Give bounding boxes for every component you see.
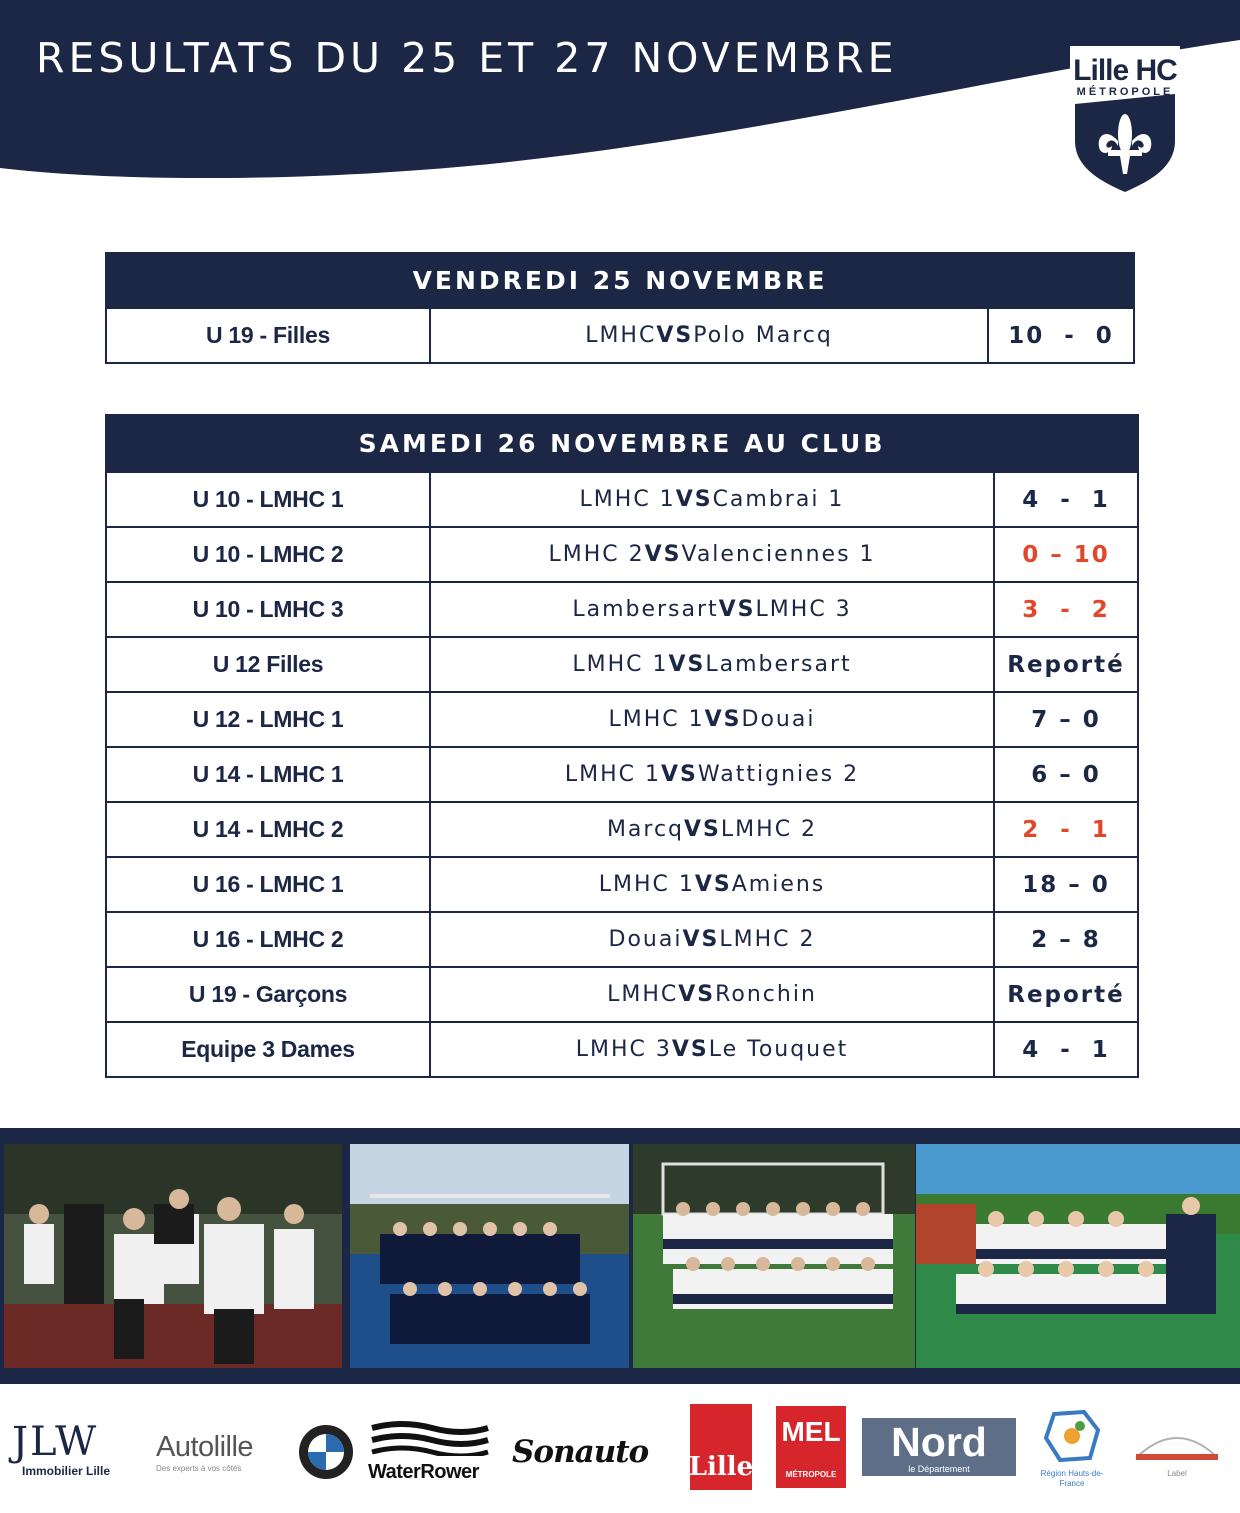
home-team: LMHC [585, 323, 657, 348]
friday-results-table [105, 252, 1135, 364]
home-team: LMHC 1 [598, 872, 695, 897]
home-team: LMHC 1 [608, 707, 705, 732]
table-row [107, 911, 1137, 966]
home-team: LMHC 1 [572, 652, 669, 677]
sponsor-bmw [298, 1424, 354, 1480]
home-team: Douai [608, 927, 683, 952]
away-team: Valenciennes 1 [681, 542, 876, 567]
away-team: Ronchin [715, 982, 817, 1007]
sponsor-autolille [156, 1430, 288, 1480]
region-map-icon [1040, 1408, 1104, 1464]
table-row [107, 307, 1133, 362]
vs-label: VS [644, 542, 682, 567]
table-row [107, 856, 1137, 911]
team-cell: U 12 - LMHC 1 [107, 693, 431, 746]
vs-label: VS [684, 817, 721, 842]
sponsors-bar [0, 1384, 1240, 1513]
match-cell [431, 913, 995, 966]
table-row [107, 636, 1137, 691]
saturday-heading: SAMEDI 26 NOVEMBRE AU CLUB [107, 416, 1137, 471]
waterrower-name: WaterRower [368, 1461, 479, 1483]
score-cell: 6 – 0 [1031, 761, 1101, 788]
table-row [107, 526, 1137, 581]
club-logo [1060, 46, 1190, 198]
away-team: Douai [741, 707, 816, 732]
table-row [107, 746, 1137, 801]
vs-label: VS [694, 872, 732, 897]
match-cell [431, 583, 995, 636]
jlw-mark: JLW [12, 1419, 99, 1465]
table-row [107, 1021, 1137, 1076]
score-cell: Reporté [1007, 981, 1125, 1008]
match-cell [431, 803, 995, 856]
sponsor-ville [690, 1404, 752, 1490]
vs-label: VS [675, 487, 713, 512]
score-cell: 7 – 0 [1031, 706, 1101, 733]
friday-rows [107, 307, 1133, 362]
team-cell: U 16 - LMHC 1 [107, 858, 431, 911]
sponsor-nord [862, 1418, 1016, 1476]
saturday-rows [107, 471, 1137, 1076]
home-team: LMHC [607, 982, 679, 1007]
match-cell [431, 968, 995, 1021]
team-photo-1 [4, 1144, 342, 1368]
score-cell: 18 – 0 [1022, 871, 1110, 898]
vs-label: VS [661, 762, 698, 787]
home-team: LMHC 1 [579, 487, 676, 512]
vs-label: VS [668, 652, 706, 677]
team-cell: U 19 - Garçons [107, 968, 431, 1021]
match-cell [431, 748, 995, 801]
table-row [107, 801, 1137, 856]
team-cell: U 10 - LMHC 3 [107, 583, 431, 636]
vs-label: VS [704, 707, 742, 732]
logo-subtitle: MÉTROPOLE [1076, 86, 1174, 98]
sonauto-name: Sonauto [512, 1434, 649, 1470]
match-cell [431, 638, 995, 691]
team-cell: Equipe 3 Dames [107, 1023, 431, 1076]
sponsor-region [1036, 1408, 1108, 1492]
team-cell: U 10 - LMHC 2 [107, 528, 431, 581]
nord-caption: le Département [908, 1464, 970, 1474]
match-cell [431, 309, 989, 362]
away-team: Polo Marcq [693, 323, 833, 348]
sponsor-jlw [12, 1420, 142, 1480]
away-team: LMHC 3 [755, 597, 852, 622]
table-row [107, 581, 1137, 636]
jlw-caption: Immobilier Lille [22, 1464, 111, 1478]
score-cell: 4 - 1 [1022, 1036, 1110, 1063]
vs-label: VS [682, 927, 720, 952]
team-cell: U 19 - Filles [107, 309, 431, 362]
away-team: LMHC 2 [719, 927, 816, 952]
saturday-results-table [105, 414, 1139, 1078]
sponsor-mel [776, 1406, 846, 1488]
friday-heading: VENDREDI 25 NOVEMBRE [107, 254, 1133, 307]
autolille-name: Autolille [156, 1431, 254, 1463]
vs-label: VS [718, 597, 756, 622]
home-team: Marcq [606, 817, 685, 842]
score-cell: 0 – 10 [1022, 541, 1110, 568]
team-cell: U 16 - LMHC 2 [107, 913, 431, 966]
table-row [107, 966, 1137, 1021]
ville-name: Lille [688, 1452, 754, 1482]
vs-label: VS [671, 1037, 709, 1062]
vs-label: VS [656, 323, 694, 348]
logo-name: Lille HC [1073, 54, 1177, 87]
nord-name: Nord [891, 1419, 987, 1465]
sponsor-label [1130, 1424, 1224, 1476]
away-team: Wattignies 2 [697, 762, 860, 787]
autolille-caption: Des experts à vos côtés [156, 1464, 242, 1473]
header-banner [0, 0, 1240, 200]
sponsor-waterrower [368, 1420, 490, 1484]
away-team: Le Touquet [708, 1037, 849, 1062]
score-cell: 2 - 1 [1022, 816, 1110, 843]
away-team: LMHC 2 [720, 817, 818, 842]
home-team: LMHC 3 [575, 1037, 672, 1062]
team-photo-3 [633, 1144, 915, 1368]
label-name: Label [1167, 1469, 1187, 1478]
score-cell: Reporté [1007, 651, 1125, 678]
away-team: Cambrai 1 [712, 487, 845, 512]
home-team: LMHC 1 [564, 762, 662, 787]
team-cell: U 10 - LMHC 1 [107, 473, 431, 526]
home-team: Lambersart [572, 597, 719, 622]
score-cell: 2 – 8 [1031, 926, 1101, 953]
region-name: Région Hauts-de-France [1040, 1469, 1104, 1488]
match-cell [431, 858, 995, 911]
score-cell: 4 - 1 [1022, 486, 1110, 513]
bmw-logo-icon [298, 1424, 354, 1480]
sponsor-sonauto [512, 1434, 670, 1474]
away-team: Lambersart [705, 652, 852, 677]
team-cell: U 12 Filles [107, 638, 431, 691]
label-badge-icon [1130, 1424, 1224, 1464]
match-cell [431, 693, 995, 746]
team-photo-4 [916, 1144, 1240, 1368]
away-team: Amiens [731, 872, 826, 897]
page-title: RESULTATS DU 25 ET 27 NOVEMBRE [36, 34, 898, 82]
team-photo-2 [350, 1144, 629, 1368]
table-row [107, 691, 1137, 746]
mel-name: MEL [781, 1416, 841, 1447]
match-cell [431, 473, 995, 526]
waterrower-waves-icon [368, 1420, 490, 1456]
vs-label: VS [678, 982, 716, 1007]
match-cell [431, 528, 995, 581]
team-cell: U 14 - LMHC 2 [107, 803, 431, 856]
team-cell: U 14 - LMHC 1 [107, 748, 431, 801]
table-row [107, 471, 1137, 526]
home-team: LMHC 2 [548, 542, 645, 567]
score-cell: 3 - 2 [1022, 596, 1110, 623]
mel-caption: MÉTROPOLE [785, 1470, 837, 1479]
match-cell [431, 1023, 995, 1076]
score-cell: 10 - 0 [1008, 322, 1114, 349]
